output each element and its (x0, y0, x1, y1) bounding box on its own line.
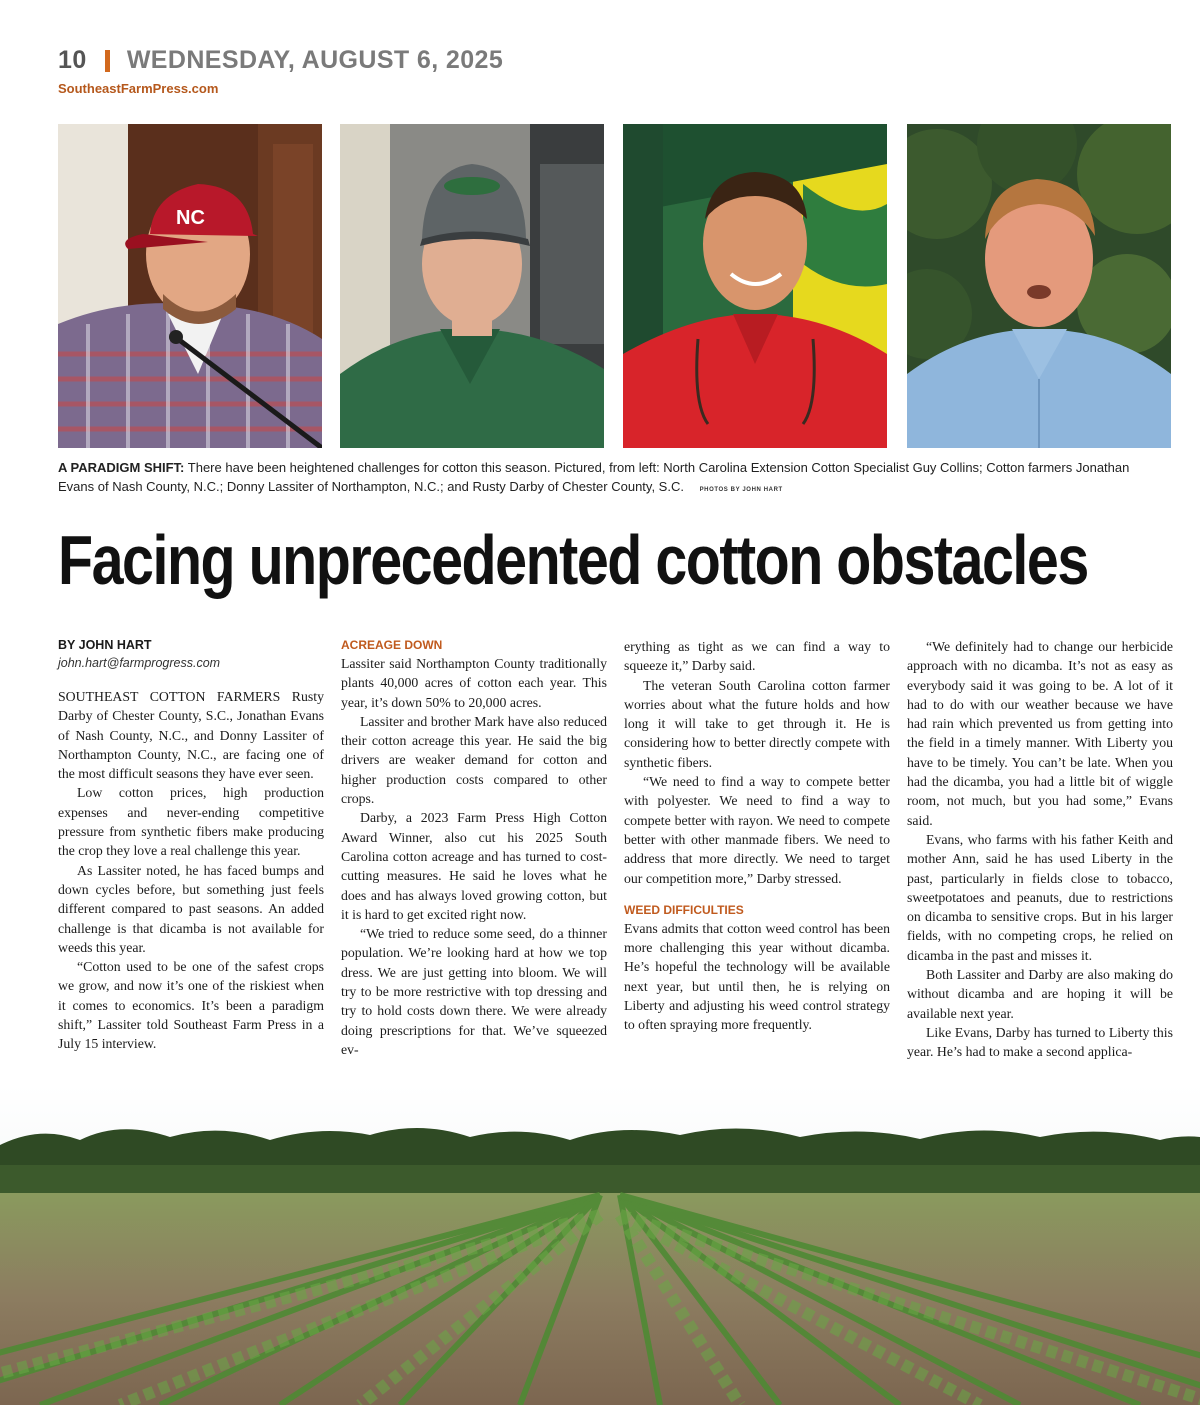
paragraph: Low cotton prices, high production expenses and never-ending competitive pressure from synthetic fibers make producing the crop they love a real challenge this year. (58, 785, 324, 859)
paragraph: Evans admits that cotton weed control has been more challenging this year without dicamba. He’s hopeful the technology will be available next year, but until then, he is relying on Liberty and adjusting his weed control strategy to often spraying more frequently. (624, 920, 890, 1033)
paragraph: As Lassiter noted, he has faced bumps and down cycles before, but something just feels different compared to past seasons. An added challenge is that dicamba is not available for weeds this year. (58, 862, 324, 955)
photo-credit: PHOTOS BY JOHN HART (699, 487, 783, 493)
paragraph: SOUTHEAST COTTON FARMERS Rusty Darby of Chester County, S.C., Jonathan Evans of Nash County, N.C., and Donny Lassiter of Northampton County, N.C., are facing one of the most difficult seasons they have ever seen. (58, 689, 324, 782)
photo-caption (58, 458, 1158, 500)
cap-logo: NC (176, 207, 205, 229)
article-column-1 (58, 637, 324, 1054)
paragraph: Lassiter said Northampton County traditionally plants 40,000 acres of cotton each year. This year, it’s down 50% to 20,000 acres. (341, 656, 607, 710)
photo-donny-lassiter (623, 124, 887, 448)
byline-email[interactable]: john.hart@farmprogress.com (58, 656, 221, 670)
photo-rusty-darby (907, 124, 1171, 448)
caption-text: There have been heightened challenges for cotton this season. Pictured, from left: North Carolina Extension Cotton Specialist Guy Collins; Cotton farmers Jonathan Evans of Nash County, N.C.; Donny Lassiter of Northampton, N.C.; and Rusty Darby of Chester County, S.C. (58, 460, 1130, 494)
article-column-4 (907, 637, 1173, 1062)
issue-date: WEDNESDAY, AUGUST 6, 2025 (126, 46, 504, 74)
article-column-3 (624, 637, 890, 1035)
paragraph: The veteran South Carolina cotton farmer worries about what the future holds and how long it will take to get through it. He is considering how to better directly compete with synthetic fibers. (624, 677, 890, 770)
paragraph: “Cotton used to be one of the safest crops we grow, and now it’s one of the riskiest when it comes to economics. It’s been a paradigm shift,” Lassiter told Southeast Farm Press in a July 15 interview. (58, 959, 324, 1052)
cotton-field-photo (0, 1085, 1200, 1405)
paragraph: erything as tight as we can find a way to squeeze it,” Darby said. (624, 639, 890, 674)
subhead-acreage-down: ACREAGE DOWN (341, 638, 443, 652)
photo-guy-collins (58, 124, 322, 448)
caption-lead: A PARADIGM SHIFT: (58, 460, 185, 475)
paragraph: Both Lassiter and Darby are also making do without dicamba and are hoping it will be available next year. (907, 967, 1173, 1021)
photo-jonathan-evans (340, 124, 604, 448)
article-column-2 (341, 637, 607, 1059)
subhead-weed-difficulties: WEED DIFFICULTIES (624, 902, 744, 917)
paragraph: Darby, a 2023 Farm Press High Cotton Award Winner, also cut his 2025 South Carolina cotton acreage and has turned to cost-cutting measures. He said he loves what he does and has always loved growing cotton, but it is hard to get excited right now. (341, 810, 607, 922)
header-divider (105, 50, 110, 72)
paragraph: “We tried to reduce some seed, do a thinner population. We’re looking hard at how we top dress. We are just getting into bloom. We will try to be more restrictive with top dressing and try to hold costs down there. We were already doing prescriptions for that. We’ve squeezed ev- (341, 926, 607, 1057)
paragraph: Lassiter and brother Mark have also reduced their cotton acreage this year. He said the big drivers are weaker demand for cotton and higher production costs compared to other crops. (341, 713, 607, 807)
paragraph: Like Evans, Darby has turned to Liberty this year. He’s had to make a second applica- (907, 1024, 1173, 1060)
article-headline: Facing unprecedented cotton obstacles (58, 521, 1088, 599)
paragraph: “We definitely had to change our herbicide approach with no dicamba. It’s not as easy as everybody said it was going to be. A lot of it had to do with our weather because we have had rain which prevented us from getting into the field in a timely manner. With Liberty you have to be timely. You can’t be late. When you had the dicamba, you had a little bit of wiggle room, not much, but you had some,” Evans said. (907, 639, 1173, 828)
website-link[interactable]: SoutheastFarmPress.com (58, 81, 219, 96)
paragraph: “We need to find a way to compete better with polyester. We need to find a way to compete better with rayon. We need to compete better with other manmade fibers. We need to address that more directly. We need to target our competition more,” Darby stressed. (624, 774, 890, 886)
page-number: 10 (58, 46, 87, 74)
paragraph: Evans, who farms with his father Keith and mother Ann, said he has used Liberty in the past, particularly in fields close to tobacco, sweetpotatoes and peanuts, due to restrictions on dicamba to sensitive crops. But in his larger fields, with no competing crops, he relied on dicamba in the past and misses it. (907, 831, 1173, 963)
byline-author: BY JOHN HART (58, 638, 152, 652)
page-header (58, 46, 503, 96)
